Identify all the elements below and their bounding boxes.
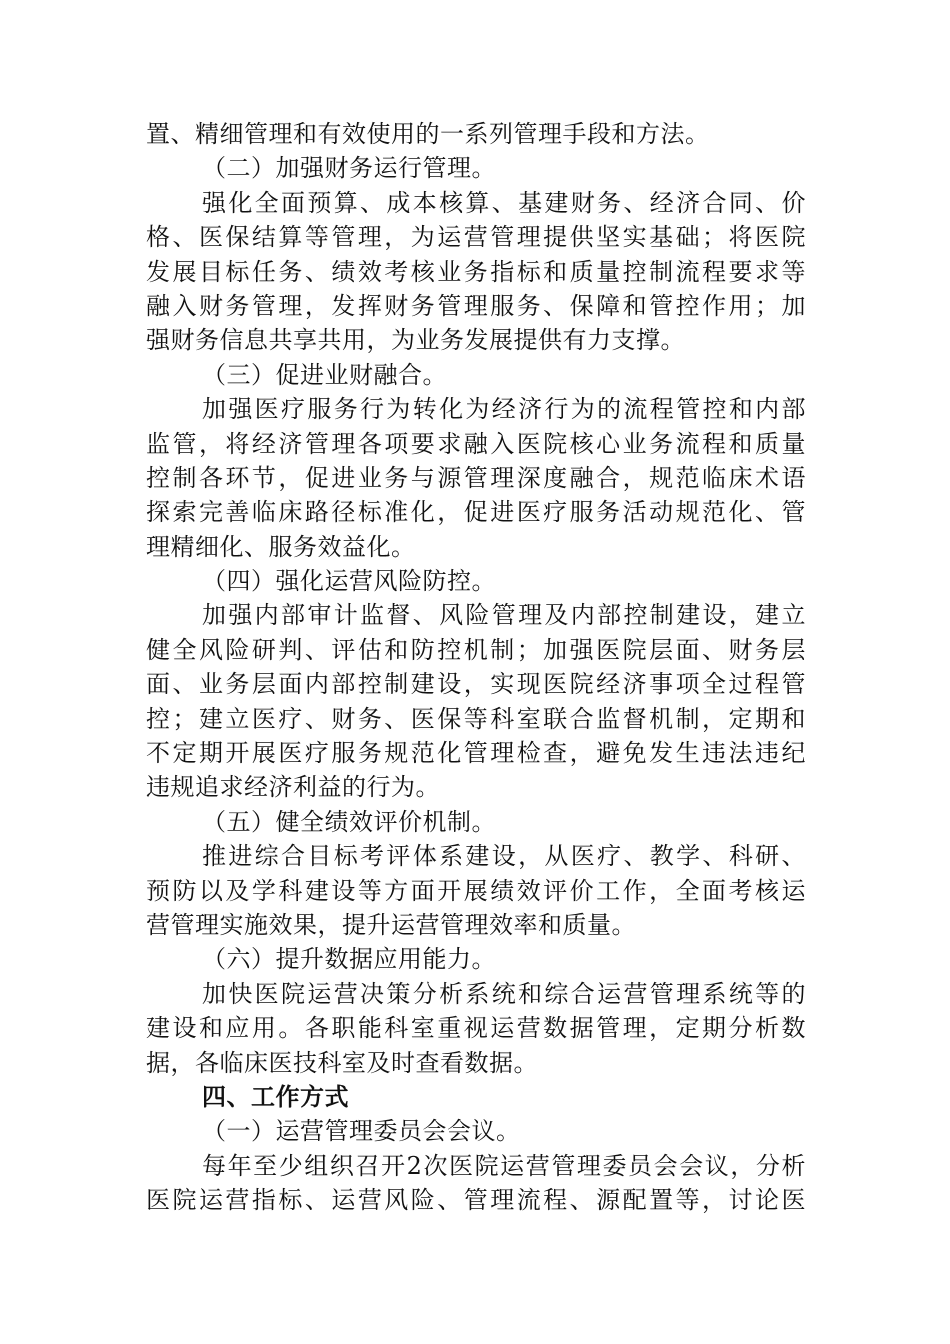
text-line: 强财务信息共享共用，为业务发展提供有力支撑。 [146,326,685,355]
text-line: 发展目标任务、绩效考核业务指标和质量控制流程要求等 [146,257,806,286]
text-line: 融入财务管理，发挥财务管理服务、保障和管控作用；加 [146,291,806,320]
text-line: 控制各环节，促进业务与源管理深度融合，规范临床术语 [146,463,806,492]
subsection-heading: （二）加强财务运行管理。 [202,154,496,183]
text-line: 监管，将经济管理各项要求融入医院核心业务流程和质量 [146,429,806,458]
text-line: 加强内部审计监督、风险管理及内部控制建设，建立 [202,601,806,630]
text-line: 健全风险研判、评估和防控机制；加强医院层面、财务层 [146,635,806,664]
text-line: 建设和应用。各职能科室重视运营数据管理，定期分析数 [146,1014,806,1043]
text-line: 据，各临床医技科室及时查看数据。 [146,1048,538,1077]
text-line: 探索完善临床路径标准化，促进医疗服务活动规范化、管 [146,498,806,527]
subsection-heading: （六）提升数据应用能力。 [202,945,496,974]
text-line: 加强医疗服务行为转化为经济行为的流程管控和内部 [202,395,806,424]
section-heading: 四、工作方式 [202,1082,349,1111]
text-line: 医院运营指标、运营风险、管理流程、源配置等，讨论医 [146,1186,806,1215]
text-line: 预防以及学科建设等方面开展绩效评价工作，全面考核运 [146,876,806,905]
text-line: 控；建立医疗、财务、医保等科室联合监督机制，定期和 [146,704,806,733]
text-line: 加快医院运营决策分析系统和综合运营管理系统等的 [202,979,806,1008]
text-line: 强化全面预算、成本核算、基建财务、经济合同、价 [202,188,806,217]
text-line: 每年至少组织召开2次医院运营管理委员会会议，分析 [202,1151,806,1180]
text-line: 格、医保结算等管理，为运营管理提供坚实基础；将医院 [146,223,806,252]
subsection-heading: （三）促进业财融合。 [202,360,447,389]
text-line: 置、精细管理和有效使用的一系列管理手段和方法。 [146,120,710,148]
subsection-heading: （五）健全绩效评价机制。 [202,807,496,836]
text-line: 不定期开展医疗服务规范化管理检查，避免发生违法违纪 [146,739,806,768]
subsection-heading: （四）强化运营风险防控。 [202,567,496,596]
text-line: 违规追求经济利益的行为。 [146,773,440,802]
document-body [146,117,806,1218]
text-line: 面、业务层面内部控制建设，实现医院经济事项全过程管 [146,670,806,699]
subsection-heading: （一）运营管理委员会会议。 [202,1117,521,1146]
text-line: 推进综合目标考评体系建设，从医疗、教学、科研、 [202,842,806,871]
text-line: 营管理实施效果，提升运营管理效率和质量。 [146,910,636,939]
text-line: 理精细化、服务效益化。 [146,532,416,561]
